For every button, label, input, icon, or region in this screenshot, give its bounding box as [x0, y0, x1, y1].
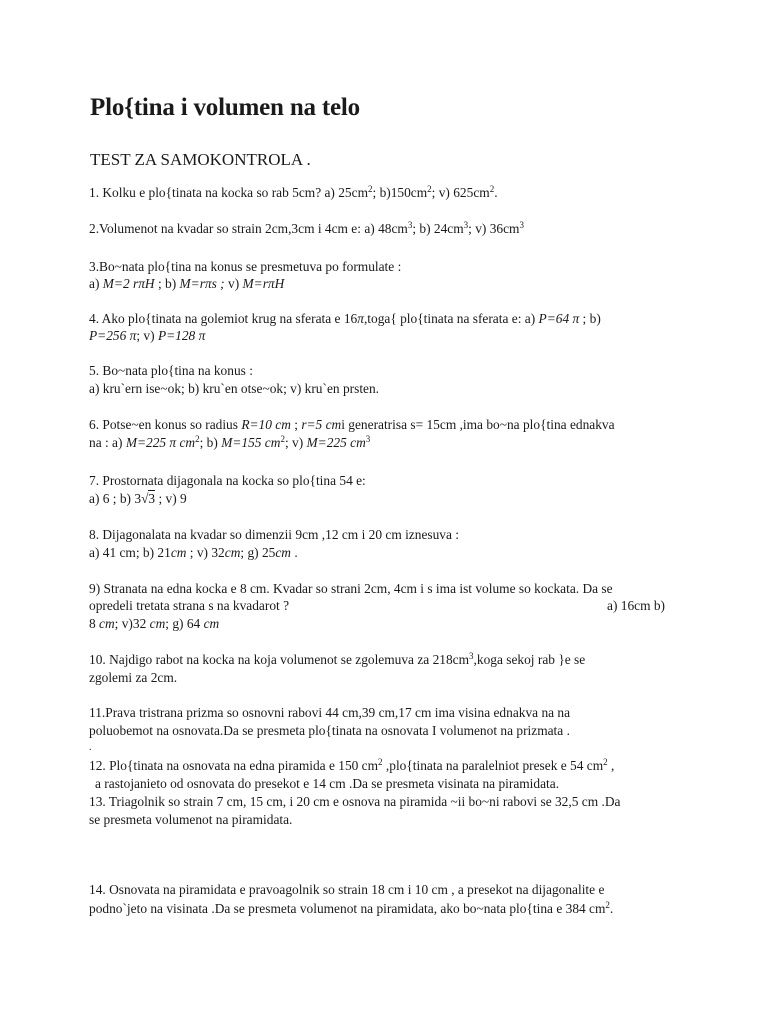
question-14-line-2: podno`jeto na visinata .Da se presmeta volumenot na piramidata, ako bo~nata plo{tina e 384 $cm^2$. — [89, 900, 614, 916]
question-1: 1. Kolku e plo{tinata na kocka so rab 5cm? a) $25cm^2$; $b)150cm^2$; v) $625cm^2$. — [89, 184, 498, 200]
sqrt-symbol: √ — [141, 491, 149, 506]
question-5-options: a) kru`ern ise~ok; b) kru`en otse~ok; v) kru`en prsten. — [89, 381, 380, 396]
question-8: 8. Dijagonalata na kvadar so dimenzii 9cm ,12 cm i 20 cm iznesuva : — [89, 527, 459, 542]
question-2: 2.Volumenot na kvadar so strain 2cm,3cm i 4cm e: a) $48cm^3$; b) $24cm^3$; v) $36cm^3$ — [89, 220, 524, 236]
question-3: 3.Bo~nata plo{tina na konus se presmetuva po formulate : — [89, 259, 402, 274]
question-7: 7. Prostornata dijagonala na kocka so plo{tina 54 e: — [89, 473, 366, 488]
question-12-line-2: a rastojanieto od osnovata do presekot e 14 cm .Da se presmeta visinata na piramidata. — [95, 776, 560, 791]
question-12: 12. Plo{tinata na osnovata na edna piramida e 150 $cm^2$ ,plo{tinata na paralelniot presek e 54 $cm^2$ , — [89, 757, 615, 773]
question-4-options: P=256 π; v) P=128 π — [89, 328, 206, 343]
question-10-line-2: zgolemi za 2cm. — [89, 670, 178, 685]
question-6: 6. Potse~en konus so radius R=10 cm ; r=5 cmi generatrisa s= 15cm ,ima bo~na plo{tina ednakva — [89, 417, 615, 432]
stray-dot: . — [89, 742, 92, 753]
question-7-options: a) 6 ; b) 3√3 ; v) 9 — [89, 491, 187, 506]
question-9-line-2: opredeli tretata strana s na kvadarot ? — [89, 598, 290, 613]
question-3-options: a) M=2 rπH ; b) M=rπs ; v) M=rπH — [89, 276, 285, 291]
question-8-options: a) 41 cm; b) 21cm ; v) 32cm; g) 25cm . — [89, 545, 298, 560]
question-5: 5. Bo~nata plo{tina na konus : — [89, 363, 253, 378]
question-11: 11.Prava tristrana prizma so osnovni rabovi 44 cm,39 cm,17 cm ima visina ednakva na na — [89, 705, 571, 720]
question-9-options: 8 cm; v)32 cm; g) 64 cm — [89, 616, 220, 631]
question-14: 14. Osnovata na piramidata e pravoagolnik so strain 18 cm i 10 cm , a presekot na dijagonalite e — [89, 882, 605, 897]
question-4: 4. Ako plo{tinata na golemiot krug na sferata e 16π,toga{ plo{tinata na sferata e: a) P=64 π ; b) — [89, 311, 601, 326]
question-11-line-2: poluobemot na osnovata.Da se presmeta plo{tinata na osnovata I volumenot na prizmata . — [89, 723, 570, 738]
page-title: Plo{tina i volumen na telo — [90, 94, 360, 121]
question-13-line-2: se presmeta volumenot na piramidata. — [89, 812, 293, 827]
question-13: 13. Triagolnik so strain 7 cm, 15 cm, i 20 cm e osnova na piramida ~ii bo~ni rabovi se 32,5 cm .Da — [89, 794, 621, 809]
page-subtitle: TEST ZA SAMOKONTROLA . — [90, 150, 311, 169]
question-9-option-a: a) 16cm b) — [607, 598, 666, 613]
question-6-options: na : a) M=225 π $cm^2$; b) M=155 $cm^2$; v) M=225 $cm^3$ — [89, 434, 371, 450]
question-10: 10. Najdigo rabot na kocka na koja volumenot se zgolemuva za $218cm^3,koga$ sekoj rab }e se — [89, 651, 586, 667]
question-9: 9) Stranata na edna kocka e 8 cm. Kvadar so strani 2cm, 4cm i s ima ist volume so kockata. Da se — [89, 581, 613, 596]
